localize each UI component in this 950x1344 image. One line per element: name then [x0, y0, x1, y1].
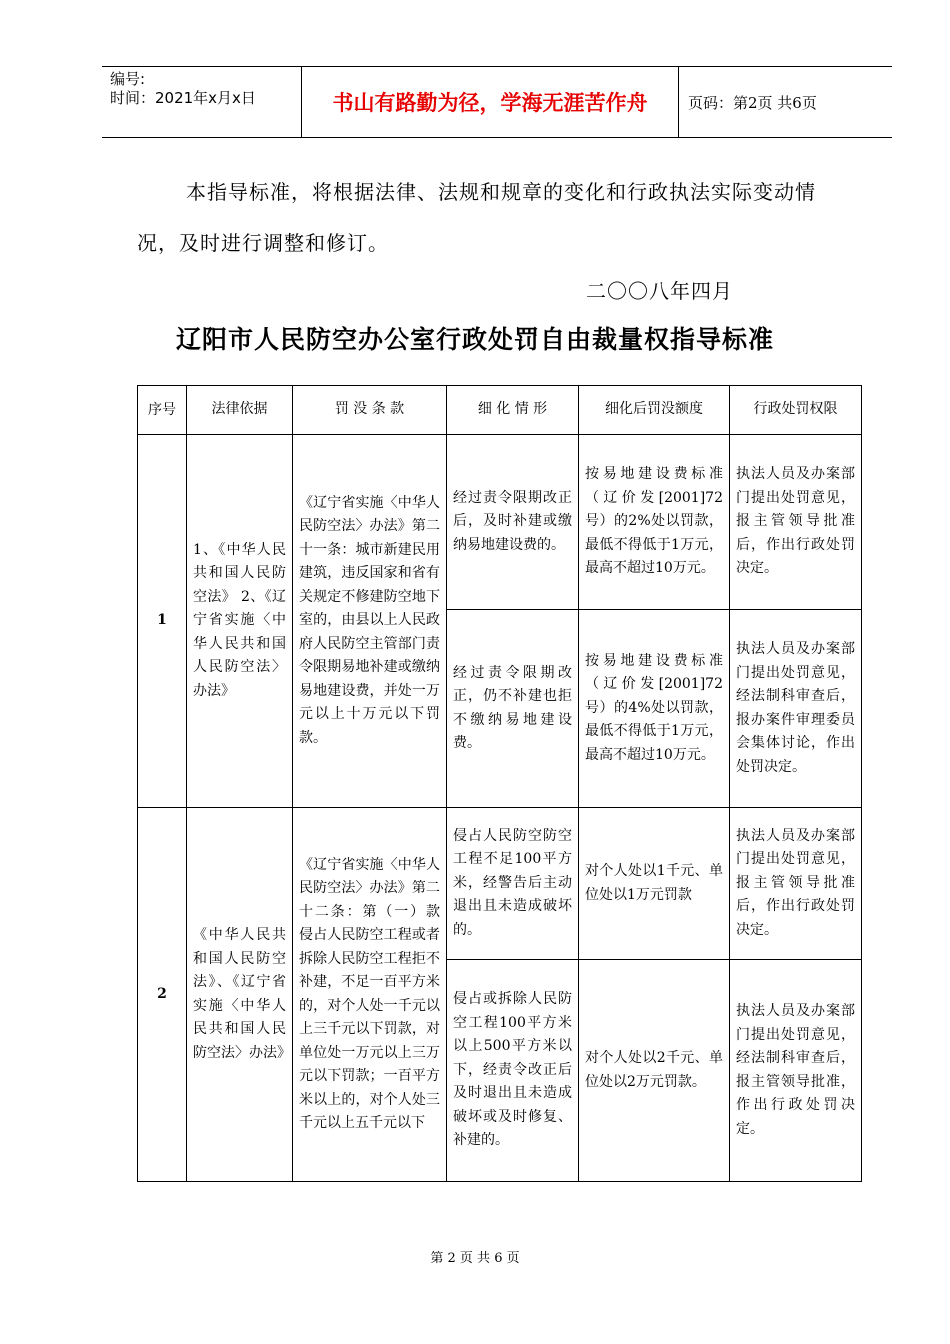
header-page-label: 页码：第2页 共6页 [688, 93, 817, 112]
col-header-situation: 细 化 情 形 [447, 386, 579, 435]
row-situation: 侵占或拆除人民防空工程100平方米以上500平方米以下，经责令改正后及时退出且未造成破坏或及时修复、补建的。 [447, 960, 579, 1182]
row-legal-basis: 1、《中华人民共和国人民防空法》 2、《辽宁省实施〈中华人民共和国人民防空法〉办法》 [187, 435, 293, 808]
row-amount: 对个人处以1千元、单位处以1万元罚款 [579, 808, 730, 960]
intro-line-1: 本指导标准，将根据法律、法规和规章的变化和行政执法实际变动情 [186, 180, 816, 204]
row-situation: 侵占人民防空防空工程不足100平方米，经警告后主动退出且未造成破坏的。 [447, 808, 579, 960]
row-legal-basis: 《中华人民共和国人民防空法》、《辽宁省实施〈中华人民共和国人民防空法〉办法》 [187, 808, 293, 1182]
col-header-basis: 法律依据 [187, 386, 293, 435]
document-title: 辽阳市人民防空办公室行政处罚自由裁量权指导标准 [175, 325, 774, 354]
row-seq: 1 [138, 435, 187, 808]
row-situation: 经过责令限期改正，仍不补建也拒不缴纳易地建设费。 [447, 610, 579, 808]
table-header-row [138, 386, 862, 435]
row-amount: 按易地建设费标准（辽价发[2001]72号）的4%处以罚款，最低不得低于1万元，最高不超过10万元。 [579, 610, 730, 808]
row-penalty-clause: 《辽宁省实施〈中华人民防空法〉办法》第二十一条：城市新建民用建筑，违反国家和省有关规定不修建防空地下室的，由县以上人民政府人民防空主管部门责令限期易地补建或缴纳易地建设费，并处一万元以上十万元以下罚款。 [293, 435, 447, 808]
col-header-authority: 行政处罚权限 [730, 386, 862, 435]
page-footer: 第 2 页 共 6 页 [430, 1251, 520, 1266]
table-row [138, 435, 862, 610]
row-penalty-clause: 《辽宁省实施〈中华人民防空法〉办法》第二十二条：第（一）款 侵占人民防空工程或者拆除人民防空工程拒不补建，不足一百平方米的，对个人处一千元以上三千元以下罚款，对单位处一万元以上三万元以下罚款；一百平方米以上的，对个人处三千元以上五千元以下 [293, 808, 447, 1182]
document-header [102, 66, 892, 138]
penalty-standard-table [137, 385, 862, 1182]
time-label: 时间：2021年x月x日 [110, 89, 256, 107]
col-header-clause: 罚 没 条 款 [293, 386, 447, 435]
header-meta [102, 67, 302, 137]
row-amount: 对个人处以2千元、单位处以2万元罚款。 [579, 960, 730, 1182]
row-situation: 经过责令限期改正后，及时补建或缴纳易地建设费的。 [447, 435, 579, 610]
col-header-seq: 序号 [138, 386, 187, 435]
row-amount: 按易地建设费标准（辽价发[2001]72号）的2%处以罚款，最低不得低于1万元，最高不超过10万元。 [579, 435, 730, 610]
row-authority: 执法人员及办案部门提出处罚意见，经法制科审查后，报办案件审理委员会集体讨论，作出处罚决定。 [730, 610, 862, 808]
col-header-amount: 细化后罚没额度 [579, 386, 730, 435]
row-authority: 执法人员及办案部门提出处罚意见，报主管领导批准后，作出行政处罚决定。 [730, 435, 862, 610]
document-date: 二〇〇八年四月 [586, 279, 733, 303]
row-authority: 执法人员及办案部门提出处罚意见，报主管领导批准后，作出行政处罚决定。 [730, 808, 862, 960]
intro-line-2: 况，及时进行调整和修订。 [137, 231, 389, 255]
row-seq: 2 [138, 808, 187, 1182]
header-motto: 书山有路勤为径，学海无涯苦作舟 [302, 67, 679, 137]
table-row [138, 808, 862, 960]
serial-label: 编号: [110, 70, 146, 88]
row-authority: 执法人员及办案部门提出处罚意见，经法制科审查后，报主管领导批准，作出行政处罚决定。 [730, 960, 862, 1182]
